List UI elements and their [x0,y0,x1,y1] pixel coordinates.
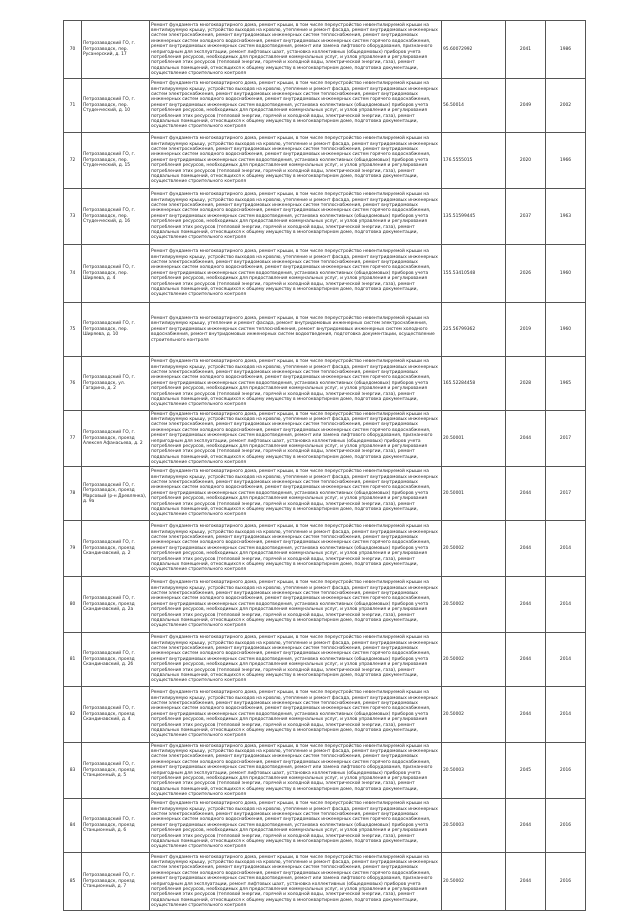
row-number: 70 [64,21,82,79]
row-number: 72 [64,133,82,189]
year-built-cell: 1986 [546,21,586,79]
year-built-cell: 2014 [546,687,586,743]
row-number: 78 [64,467,82,521]
works-cell: Ремонт фундамента многоквартирного дома, ремонт крыши, в том числе переустройство невентилируемой крыши на вентилируемую крышу, устройство выходов на кровлю, утепление и ремонт фасада, ремонт внутридомовых инженерных систем электроснабжения, ремонт внутридомовых инженерных систем теплоснабжения, ремонт внутридомовых инженерных систем холодного водоснабжения, ремонт внутридомовых инженерных систем горячего водоснабжения, ремонт внутридомовых инженерных систем водоотведения, установка коллективных (общедомовых) приборов учета потребления ресурсов, необходимых для предоставления коммунальных услуг, и узлов управления и регулирования потребления этих ресурсов (тепловой энергии, горячей и холодной воды, электрической энергии, газа), ремонт подвальных помещений, относящихся к общему имуществу в многоквартирном доме, подготовка документации, осуществление строительного контроля [150,245,442,303]
address-cell: Петрозаводский ГО, г. Петрозаводск, пер. Ширяева, д. 4 [82,245,150,303]
cost-cell: 20.50003 [442,743,506,799]
row-number: 83 [64,743,82,799]
address-cell: Петрозаводский ГО, г. Петрозаводск, проезд Алексея Афанасьева, д. 2 [82,411,150,467]
row-number: 71 [64,79,82,133]
cost-cell: 20.50002 [442,521,506,577]
cost-cell: 176.5555015 [442,133,506,189]
row-number: 81 [64,633,82,687]
year-built-cell: 1960 [546,303,586,357]
table-row [64,357,586,411]
row-number: 82 [64,687,82,743]
address-cell: Петрозаводский ГО, г. Петрозаводск, проезд Станционный, д. 6 [82,799,150,853]
table-row [64,577,586,633]
year-cell: 2041 [506,21,546,79]
capital-repair-table [63,20,586,911]
row-number: 84 [64,799,82,853]
table-row [64,79,586,133]
year-cell: 2020 [506,133,546,189]
year-built-cell: 2014 [546,577,586,633]
cost-cell: 165.52284458 [442,357,506,411]
table-row [64,133,586,189]
year-cell: 2044 [506,521,546,577]
year-cell: 2019 [506,303,546,357]
year-built-cell: 1960 [546,245,586,303]
row-number: 80 [64,577,82,633]
row-number: 73 [64,189,82,245]
works-cell: Ремонт фундамента многоквартирного дома, ремонт крыши, в том числе переустройство невентилируемой крыши на вентилируемую крышу, устройство выходов на кровлю, утепление и ремонт фасада, ремонт внутридомовых инженерных систем электроснабжения, ремонт внутридомовых инженерных систем теплоснабжения, ремонт внутридомовых инженерных систем холодного водоснабжения, ремонт внутридомовых инженерных систем горячего водоснабжения, ремонт внутридомовых инженерных систем водоотведения, установка коллективных (общедомовых) приборов учета потребления ресурсов, необходимых для предоставления коммунальных услуг, и узлов управления и регулирования потребления этих ресурсов (тепловой энергии, горячей и холодной воды, электрической энергии, газа), ремонт подвальных помещений, относящихся к общему имуществу в многоквартирном доме, подготовка документации, осуществление строительного контроля [150,577,442,633]
year-cell: 2045 [506,743,546,799]
cost-cell: 20.50002 [442,577,506,633]
cost-cell: 135.51599445 [442,189,506,245]
address-cell: Петрозаводский ГО, г. Петрозаводск, пер. Русанерский, д. 17 [82,21,150,79]
works-cell: Ремонт фундамента многоквартирного дома, ремонт крыши, в том числе переустройство невентилируемой крыши на вентилируемую крышу, устройство выходов на кровлю, утепление и ремонт фасада, ремонт внутридомовых инженерных систем электроснабжения, ремонт внутридомовых инженерных систем теплоснабжения, ремонт внутридомовых инженерных систем холодного водоснабжения, ремонт внутридомовых инженерных систем горячего водоснабжения, ремонт внутридомовых инженерных систем водоотведения, установка коллективных (общедомовых) приборов учета потребления ресурсов, необходимых для предоставления коммунальных услуг, и узлов управления и регулирования потребления этих ресурсов (тепловой энергии, горячей и холодной воды, электрической энергии, газа), ремонт подвальных помещений, относящихся к общему имуществу в многоквартирном доме, подготовка документации, осуществление строительного контроля [150,521,442,577]
row-number: 85 [64,853,82,911]
year-cell: 2049 [506,79,546,133]
year-built-cell: 2002 [546,79,586,133]
cost-cell: 20.50001 [442,467,506,521]
address-cell: Петрозаводский ГО, г. Петрозаводск, проезд Скандинавский, д. 2а [82,577,150,633]
cost-cell: 20.50002 [442,687,506,743]
address-cell: Петрозаводский ГО, г. Петрозаводск, проезд Скандинавский, д. 2б [82,633,150,687]
cost-cell: 20.50002 [442,853,506,911]
table-row [64,687,586,743]
cost-cell: 95.60072992 [442,21,506,79]
address-cell: Петрозаводский ГО, г. Петрозаводск, пер. Ширяева, д. 10 [82,303,150,357]
year-built-cell: 2017 [546,467,586,521]
address-cell: Петрозаводский ГО, г. Петрозаводск, проезд Скандинавский, д. 4 [82,687,150,743]
table-row [64,743,586,799]
row-number: 75 [64,303,82,357]
year-built-cell: 1965 [546,357,586,411]
year-built-cell: 2016 [546,799,586,853]
works-cell: Ремонт фундамента многоквартирного дома, ремонт крыши, в том числе переустройство невентилируемой крыши на вентилируемую крышу, устройство выходов на кровлю, утепление и ремонт фасада, ремонт внутридомовых инженерных систем электроснабжения, ремонт внутридомовых инженерных систем теплоснабжения, ремонт внутридомовых инженерных систем холодного водоснабжения, ремонт внутридомовых инженерных систем горячего водоснабжения, ремонт внутридомовых инженерных систем водоотведения, установка коллективных (общедомовых) приборов учета потребления ресурсов, необходимых для предоставления коммунальных услуг, и узлов управления и регулирования потребления этих ресурсов (тепловой энергии, горячей и холодной воды, электрической энергии, газа), ремонт подвальных помещений, относящихся к общему имуществу в многоквартирном доме, подготовка документации, осуществление строительного контроля [150,687,442,743]
year-cell: 2044 [506,799,546,853]
works-cell: Ремонт фундамента многоквартирного дома, ремонт крыши, в том числе переустройство невентилируемой крыши на вентилируемую крышу, устройство выходов на кровлю, утепление и ремонт фасада, ремонт внутридомовых инженерных систем электроснабжения, ремонт внутридомовых инженерных систем теплоснабжения, ремонт внутридомовых инженерных систем холодного водоснабжения, ремонт внутридомовых инженерных систем горячего водоснабжения, ремонт внутридомовых инженерных систем водоотведения, ремонт или замена лифтового оборудования, признанного непригодным для эксплуатации, ремонт лифтовых шахт, установка коллективных (общедомовых) приборов учета потребления ресурсов, необходимых для предоставления коммунальных услуг, и узлов управления и регулирования потребления этих ресурсов (тепловой энергии, горячей и холодной воды, электрической энергии, газа), ремонт подвальных помещений, относящихся к общему имуществу в многоквартирном доме, подготовка документации, осуществление строительного контроля [150,853,442,911]
year-built-cell: 1966 [546,133,586,189]
cost-cell: 56.50014 [442,79,506,133]
year-cell: 2026 [506,245,546,303]
year-cell: 2044 [506,467,546,521]
cost-cell: 155.53410548 [442,245,506,303]
year-cell: 2037 [506,189,546,245]
address-cell: Петрозаводский ГО, г. Петрозаводск, пер. Студенческий, д. 16 [82,189,150,245]
works-cell: Ремонт фундамента многоквартирного дома, ремонт крыши, в том числе переустройство невентилируемой крыши на вентилируемую крышу, утепление и ремонт фасада, ремонт внутридомовых инженерных систем электроснабжения, ремонт внутридомовых инженерных систем теплоснабжения, ремонт внутридомовых инженерных систем холодного водоснабжения, ремонт внутридомовых инженерных систем водоотведения, подготовка документации, осуществление строительного контроля [150,303,442,357]
table-body [64,21,586,911]
table-row [64,853,586,911]
works-cell: Ремонт фундамента многоквартирного дома, ремонт крыши, в том числе переустройство невентилируемой крыши на вентилируемую крышу, устройство выходов на кровлю, утепление и ремонт фасада, ремонт внутридомовых инженерных систем электроснабжения, ремонт внутридомовых инженерных систем теплоснабжения, ремонт внутридомовых инженерных систем холодного водоснабжения, ремонт внутридомовых инженерных систем горячего водоснабжения, ремонт внутридомовых инженерных систем водоотведения, установка коллективных (общедомовых) приборов учета потребления ресурсов, необходимых для предоставления коммунальных услуг, и узлов управления и регулирования потребления этих ресурсов (тепловой энергии, горячей и холодной воды, электрической энергии, газа), ремонт подвальных помещений, относящихся к общему имуществу в многоквартирном доме, подготовка документации, осуществление строительного контроля [150,799,442,853]
year-built-cell: 2016 [546,853,586,911]
year-built-cell: 2016 [546,743,586,799]
year-cell: 2044 [506,687,546,743]
works-cell: Ремонт фундамента многоквартирного дома, ремонт крыши, в том числе переустройство невентилируемой крыши на вентилируемую крышу, устройство выходов на кровлю, утепление и ремонт фасада, ремонт внутридомовых инженерных систем электроснабжения, ремонт внутридомовых инженерных систем теплоснабжения, ремонт внутридомовых инженерных систем холодного водоснабжения, ремонт внутридомовых инженерных систем горячего водоснабжения, ремонт внутридомовых инженерных систем водоотведения, установка коллективных (общедомовых) приборов учета потребления ресурсов, необходимых для предоставления коммунальных услуг, и узлов управления и регулирования потребления этих ресурсов (тепловой энергии, горячей и холодной воды, электрической энергии, газа), ремонт подвальных помещений, относящихся к общему имуществу в многоквартирном доме, подготовка документации, осуществление строительного контроля [150,79,442,133]
table-row [64,303,586,357]
table-row [64,245,586,303]
works-cell: Ремонт фундамента многоквартирного дома, ремонт крыши, в том числе переустройство невентилируемой крыши на вентилируемую крышу, устройство выходов на кровлю, утепление и ремонт фасада, ремонт внутридомовых инженерных систем электроснабжения, ремонт внутридомовых инженерных систем теплоснабжения, ремонт внутридомовых инженерных систем холодного водоснабжения, ремонт внутридомовых инженерных систем горячего водоснабжения, ремонт внутридомовых инженерных систем водоотведения, ремонт или замена лифтового оборудования, признанного непригодным для эксплуатации, ремонт лифтовых шахт, установка коллективных (общедомовых) приборов учета потребления ресурсов, необходимых для предоставления коммунальных услуг, и узлов управления и регулирования потребления этих ресурсов (тепловой энергии, горячей и холодной воды, электрической энергии, газа), ремонт подвальных помещений, относящихся к общему имуществу в многоквартирном доме, подготовка документации, осуществление строительного контроля [150,21,442,79]
cost-cell: 20.50003 [442,799,506,853]
table-row [64,21,586,79]
table-row [64,521,586,577]
table-row [64,633,586,687]
year-cell: 2028 [506,357,546,411]
year-built-cell: 2014 [546,521,586,577]
works-cell: Ремонт фундамента многоквартирного дома, ремонт крыши, в том числе переустройство невентилируемой крыши на вентилируемую крышу, устройство выходов на кровлю, утепление и ремонт фасада, ремонт внутридомовых инженерных систем электроснабжения, ремонт внутридомовых инженерных систем теплоснабжения, ремонт внутридомовых инженерных систем холодного водоснабжения, ремонт внутридомовых инженерных систем горячего водоснабжения, ремонт внутридомовых инженерных систем водоотведения, установка коллективных (общедомовых) приборов учета потребления ресурсов, необходимых для предоставления коммунальных услуг, и узлов управления и регулирования потребления этих ресурсов (тепловой энергии, горячей и холодной воды, электрической энергии, газа), ремонт подвальных помещений, относящихся к общему имуществу в многоквартирном доме, подготовка документации, осуществление строительного контроля [150,357,442,411]
address-cell: Петрозаводский ГО, г. Петрозаводск, пер. Студенческий, д. 10 [82,79,150,133]
cost-cell: 20.50002 [442,633,506,687]
row-number: 79 [64,521,82,577]
document-page [63,20,585,911]
year-cell: 2044 [506,633,546,687]
row-number: 76 [64,357,82,411]
year-cell: 2044 [506,853,546,911]
year-built-cell: 2014 [546,633,586,687]
row-number: 77 [64,411,82,467]
works-cell: Ремонт фундамента многоквартирного дома, ремонт крыши, в том числе переустройство невентилируемой крыши на вентилируемую крышу, устройство выходов на кровлю, утепление и ремонт фасада, ремонт внутридомовых инженерных систем электроснабжения, ремонт внутридомовых инженерных систем теплоснабжения, ремонт внутридомовых инженерных систем холодного водоснабжения, ремонт внутридомовых инженерных систем горячего водоснабжения, ремонт внутридомовых инженерных систем водоотведения, ремонт или замена лифтового оборудования, признанного непригодным для эксплуатации, ремонт лифтовых шахт, установка коллективных (общедомовых) приборов учета потребления ресурсов, необходимых для предоставления коммунальных услуг, и узлов управления и регулирования потребления этих ресурсов (тепловой энергии, горячей и холодной воды, электрической энергии, газа), ремонт подвальных помещений, относящихся к общему имуществу в многоквартирном доме, подготовка документации, осуществление строительного контроля [150,411,442,467]
year-cell: 2044 [506,411,546,467]
cost-cell: 20.50001 [442,411,506,467]
works-cell: Ремонт фундамента многоквартирного дома, ремонт крыши, в том числе переустройство невентилируемой крыши на вентилируемую крышу, устройство выходов на кровлю, утепление и ремонт фасада, ремонт внутридомовых инженерных систем электроснабжения, ремонт внутридомовых инженерных систем теплоснабжения, ремонт внутридомовых инженерных систем холодного водоснабжения, ремонт внутридомовых инженерных систем горячего водоснабжения, ремонт внутридомовых инженерных систем водоотведения, установка коллективных (общедомовых) приборов учета потребления ресурсов, необходимых для предоставления коммунальных услуг, и узлов управления и регулирования потребления этих ресурсов (тепловой энергии, горячей и холодной воды, электрической энергии, газа), ремонт подвальных помещений, относящихся к общему имуществу в многоквартирном доме, подготовка документации, осуществление строительного контроля [150,467,442,521]
cost-cell: 225.56799362 [442,303,506,357]
works-cell: Ремонт фундамента многоквартирного дома, ремонт крыши, в том числе переустройство невентилируемой крыши на вентилируемую крышу, устройство выходов на кровлю, утепление и ремонт фасада, ремонт внутридомовых инженерных систем электроснабжения, ремонт внутридомовых инженерных систем теплоснабжения, ремонт внутридомовых инженерных систем холодного водоснабжения, ремонт внутридомовых инженерных систем горячего водоснабжения, ремонт внутридомовых инженерных систем водоотведения, установка коллективных (общедомовых) приборов учета потребления ресурсов, необходимых для предоставления коммунальных услуг, и узлов управления и регулирования потребления этих ресурсов (тепловой энергии, горячей и холодной воды, электрической энергии, газа), ремонт подвальных помещений, относящихся к общему имуществу в многоквартирном доме, подготовка документации, осуществление строительного контроля [150,133,442,189]
year-cell: 2044 [506,577,546,633]
year-built-cell: 2017 [546,411,586,467]
table-row [64,799,586,853]
table-row [64,189,586,245]
works-cell: Ремонт фундамента многоквартирного дома, ремонт крыши, в том числе переустройство невентилируемой крыши на вентилируемую крышу, устройство выходов на кровлю, утепление и ремонт фасада, ремонт внутридомовых инженерных систем электроснабжения, ремонт внутридомовых инженерных систем теплоснабжения, ремонт внутридомовых инженерных систем холодного водоснабжения, ремонт внутридомовых инженерных систем горячего водоснабжения, ремонт внутридомовых инженерных систем водоотведения, ремонт или замена лифтового оборудования, признанного непригодным для эксплуатации, ремонт лифтовых шахт, установка коллективных (общедомовых) приборов учета потребления ресурсов, необходимых для предоставления коммунальных услуг, и узлов управления и регулирования потребления этих ресурсов (тепловой энергии, горячей и холодной воды, электрической энергии, газа), ремонт подвальных помещений, относящихся к общему имуществу в многоквартирном доме, подготовка документации, осуществление строительного контроля [150,743,442,799]
address-cell: Петрозаводский ГО, г. Петрозаводск, проезд Станционный, д. 7 [82,853,150,911]
table-row [64,467,586,521]
address-cell: Петрозаводский ГО, г. Петрозаводск, проезд Марсовый (р-н Древлянка), д. 9а [82,467,150,521]
row-number: 74 [64,245,82,303]
works-cell: Ремонт фундамента многоквартирного дома, ремонт крыши, в том числе переустройство невентилируемой крыши на вентилируемую крышу, устройство выходов на кровлю, утепление и ремонт фасада, ремонт внутридомовых инженерных систем электроснабжения, ремонт внутридомовых инженерных систем теплоснабжения, ремонт внутридомовых инженерных систем холодного водоснабжения, ремонт внутридомовых инженерных систем горячего водоснабжения, ремонт внутридомовых инженерных систем водоотведения, установка коллективных (общедомовых) приборов учета потребления ресурсов, необходимых для предоставления коммунальных услуг, и узлов управления и регулирования потребления этих ресурсов (тепловой энергии, горячей и холодной воды, электрической энергии, газа), ремонт подвальных помещений, относящихся к общему имуществу в многоквартирном доме, подготовка документации, осуществление строительного контроля [150,189,442,245]
table-row [64,411,586,467]
year-built-cell: 1963 [546,189,586,245]
address-cell: Петрозаводский ГО, г. Петрозаводск, проезд Скандинавский, д. 2 [82,521,150,577]
address-cell: Петрозаводский ГО, г. Петрозаводск, ул. Гагарина, д. 2 [82,357,150,411]
address-cell: Петрозаводский ГО, г. Петрозаводск, пер. Студенческий, д. 15 [82,133,150,189]
works-cell: Ремонт фундамента многоквартирного дома, ремонт крыши, в том числе переустройство невентилируемой крыши на вентилируемую крышу, устройство выходов на кровлю, утепление и ремонт фасада, ремонт внутридомовых инженерных систем электроснабжения, ремонт внутридомовых инженерных систем теплоснабжения, ремонт внутридомовых инженерных систем холодного водоснабжения, ремонт внутридомовых инженерных систем горячего водоснабжения, ремонт внутридомовых инженерных систем водоотведения, установка коллективных (общедомовых) приборов учета потребления ресурсов, необходимых для предоставления коммунальных услуг, и узлов управления и регулирования потребления этих ресурсов (тепловой энергии, горячей и холодной воды, электрической энергии, газа), ремонт подвальных помещений, относящихся к общему имуществу в многоквартирном доме, подготовка документации, осуществление строительного контроля [150,633,442,687]
address-cell: Петрозаводский ГО, г. Петрозаводск, проезд Станционный, д. 5 [82,743,150,799]
